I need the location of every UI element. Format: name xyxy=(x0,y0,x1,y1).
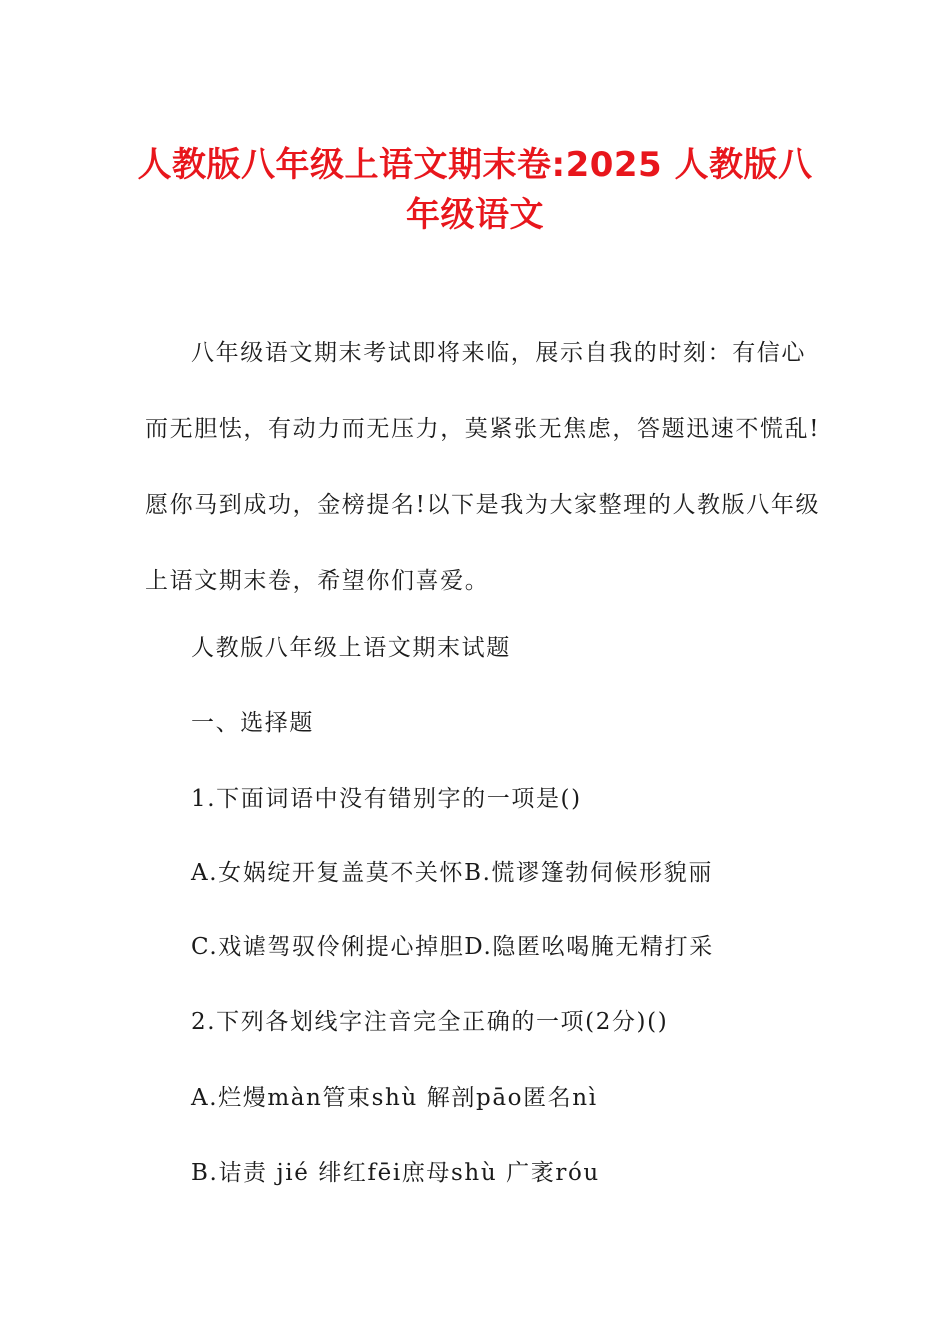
question-1-options-ab: A.女娲绽开复盖莫不关怀B.慌谬篷勃伺候形貌丽 xyxy=(191,860,713,886)
document-title xyxy=(120,140,830,240)
question-1: 1.下面词语中没有错别字的一项是() xyxy=(191,786,582,812)
intro-line-3: 愿你马到成功，金榜提名!以下是我为大家整理的人教版八年级 xyxy=(145,492,821,518)
intro-line-2: 而无胆怯，有动力而无压力，莫紧张无焦虑，答题迅速不慌乱! xyxy=(145,416,821,442)
exam-title: 人教版八年级上语文期末试题 xyxy=(191,635,511,661)
intro-line-4: 上语文期末卷，希望你们喜爱。 xyxy=(145,568,490,594)
question-2-option-a: A.烂熳màn管束shù 解剖pāo匿名nì xyxy=(191,1085,598,1111)
question-2-option-b: B.诘责 jié 绯红fēi庶母shù 广袤róu xyxy=(191,1160,600,1186)
question-2: 2.下列各划线字注音完全正确的一项(2分)() xyxy=(191,1009,669,1035)
question-1-options-cd: C.戏谑驾驭伶俐提心掉胆D.隐匿吆喝腌无精打采 xyxy=(191,934,714,960)
intro-line-1: 八年级语文期末考试即将来临，展示自我的时刻：有信心 xyxy=(191,340,806,366)
intro-paragraph xyxy=(145,338,821,642)
title-line-2: 年级语文 xyxy=(406,195,544,235)
title-line-1: 人教版八年级上语文期末卷:2025 人教版八 xyxy=(137,145,813,185)
section-heading: 一、选择题 xyxy=(191,710,314,736)
